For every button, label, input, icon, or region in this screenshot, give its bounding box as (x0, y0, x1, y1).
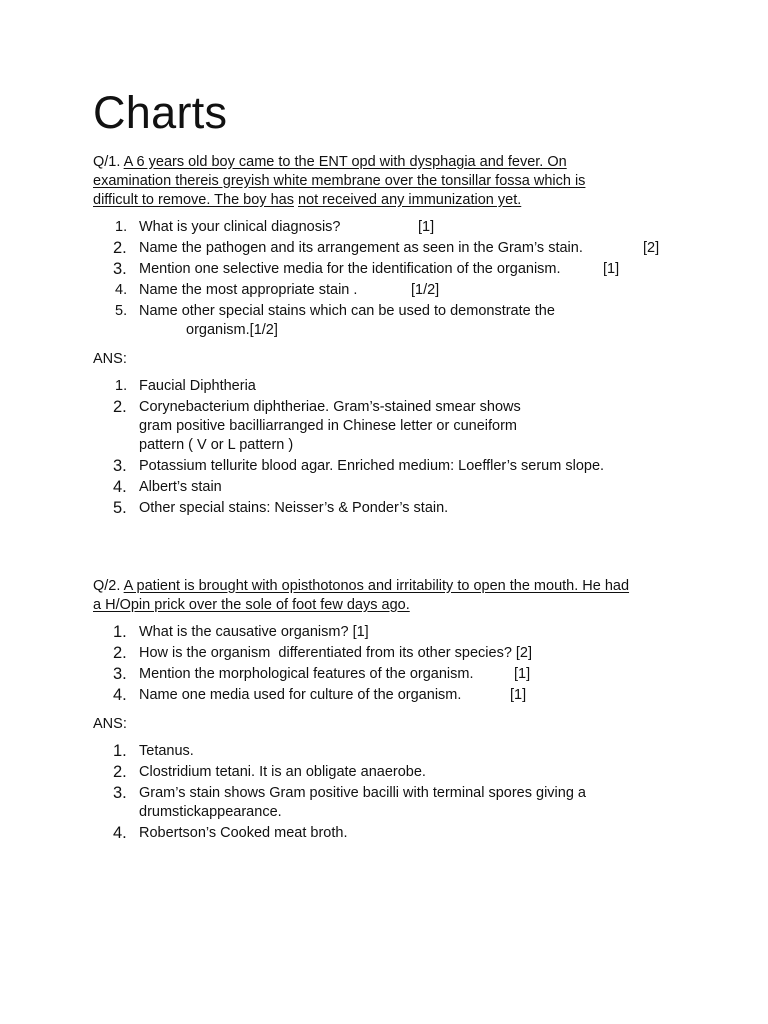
question-1-subquestions (93, 218, 698, 340)
list-number: 1. (113, 741, 127, 760)
subquestion-mark: [1] (418, 218, 435, 235)
subquestion-mark: [1] (603, 260, 620, 277)
subquestion-continuation: organism.[1/2] (186, 321, 278, 338)
question-2-line-2: a H/Opin prick over the sole of foot few days ago. (93, 596, 410, 613)
answers-2-list (93, 742, 698, 843)
answer-text: Tetanus. (139, 742, 194, 759)
list-number: 2. (113, 643, 127, 662)
subquestion-text: How is the organism differentiated from its other species? [2] (139, 644, 533, 661)
list-number: 2. (113, 397, 127, 416)
list-item (93, 623, 698, 642)
list-item (93, 281, 698, 300)
subquestion-text: Name the most appropriate stain . (139, 281, 358, 298)
list-number: 4. (113, 685, 127, 704)
subquestion-text: Mention the morphological features of the organism. (139, 665, 474, 682)
list-number: 4. (113, 823, 127, 842)
list-number: 3. (113, 259, 127, 278)
list-item (93, 784, 698, 822)
list-number: 1. (115, 218, 128, 235)
answer-text: Albert’s stain (139, 478, 222, 495)
subquestion-mark: [1] (510, 686, 527, 703)
list-number: 1. (113, 622, 127, 641)
list-number: 3. (113, 664, 127, 683)
list-item (93, 742, 698, 761)
list-number: 5. (115, 302, 128, 319)
list-number: 2. (113, 762, 127, 781)
subquestion-mark: [2] (643, 239, 660, 256)
list-item (93, 644, 698, 663)
answers-1-list (93, 377, 698, 518)
list-number: 2. (113, 238, 127, 257)
list-item (93, 377, 698, 396)
list-number: 3. (113, 783, 127, 802)
answer-text: Potassium tellurite blood agar. Enriched medium: Loeffler’s serum slope. (139, 457, 605, 474)
subquestion-text: What is your clinical diagnosis? (139, 218, 341, 235)
question-2-subquestions (93, 623, 698, 705)
question-2-text (93, 577, 698, 615)
list-number: 3. (113, 456, 127, 475)
list-item (93, 665, 698, 684)
list-item (93, 686, 698, 705)
subquestion-mark: [1/2] (411, 281, 440, 298)
question-1-text (93, 153, 698, 210)
list-item (93, 218, 698, 237)
list-item (93, 398, 698, 455)
question-1-line-3a: difficult to remove. The boy has (93, 191, 294, 208)
page-title: Charts (93, 87, 228, 138)
list-item (93, 302, 698, 340)
subquestion-text: Mention one selective media for the identification of the organism. (139, 260, 561, 277)
answer-text: Corynebacterium diphtheriae. Gram’s-stained smear shows gram positive bacilliarranged in Chinese letter or cuneiform pattern ( V or L pattern ) (139, 398, 521, 453)
question-2-prefix: Q/2. (93, 577, 124, 594)
list-item (93, 499, 698, 518)
list-number: 4. (113, 477, 127, 496)
answer-text: Clostridium tetani. It is an obligate anaerobe. (139, 763, 426, 780)
list-item (93, 478, 698, 497)
answer-text: Robertson’s Cooked meat broth. (139, 824, 348, 841)
list-item (93, 824, 698, 843)
subquestion-text: What is the causative organism? [1] (139, 623, 369, 640)
list-item (93, 763, 698, 782)
list-item (93, 239, 698, 258)
subquestion-text: Name the pathogen and its arrangement as seen in the Gram’s stain. (139, 239, 583, 256)
subquestion-text: Name other special stains which can be used to demonstrate the (139, 302, 555, 319)
answer-text: Other special stains: Neisser’s & Ponder’s stain. (139, 499, 449, 516)
list-number: 5. (113, 498, 127, 517)
answer-text: Faucial Diphtheria (139, 377, 256, 394)
answers-1-label: ANS: (93, 350, 127, 367)
list-item (93, 260, 698, 279)
list-number: 1. (115, 377, 128, 394)
subquestion-mark: [1] (514, 665, 531, 682)
list-number: 4. (115, 281, 128, 298)
subquestion-text: Name one media used for culture of the organism. (139, 686, 462, 703)
section-spacer (93, 520, 698, 577)
list-item (93, 457, 698, 476)
question-1-line-2: examination thereis greyish white membrane over the tonsillar fossa which is (93, 172, 586, 189)
answers-2-label: ANS: (93, 715, 127, 732)
question-1-prefix: Q/1. (93, 153, 124, 170)
question-1-line-1: A 6 years old boy came to the ENT opd with dysphagia and fever. On (123, 153, 567, 170)
question-2-line-1: A patient is brought with opisthotonos and irritability to open the mouth. He had (123, 577, 630, 594)
question-1-line-3b: not received any immunization yet. (298, 191, 522, 208)
answer-text: Gram’s stain shows Gram positive bacilli with terminal spores giving a drumstickappearance. (139, 784, 586, 820)
